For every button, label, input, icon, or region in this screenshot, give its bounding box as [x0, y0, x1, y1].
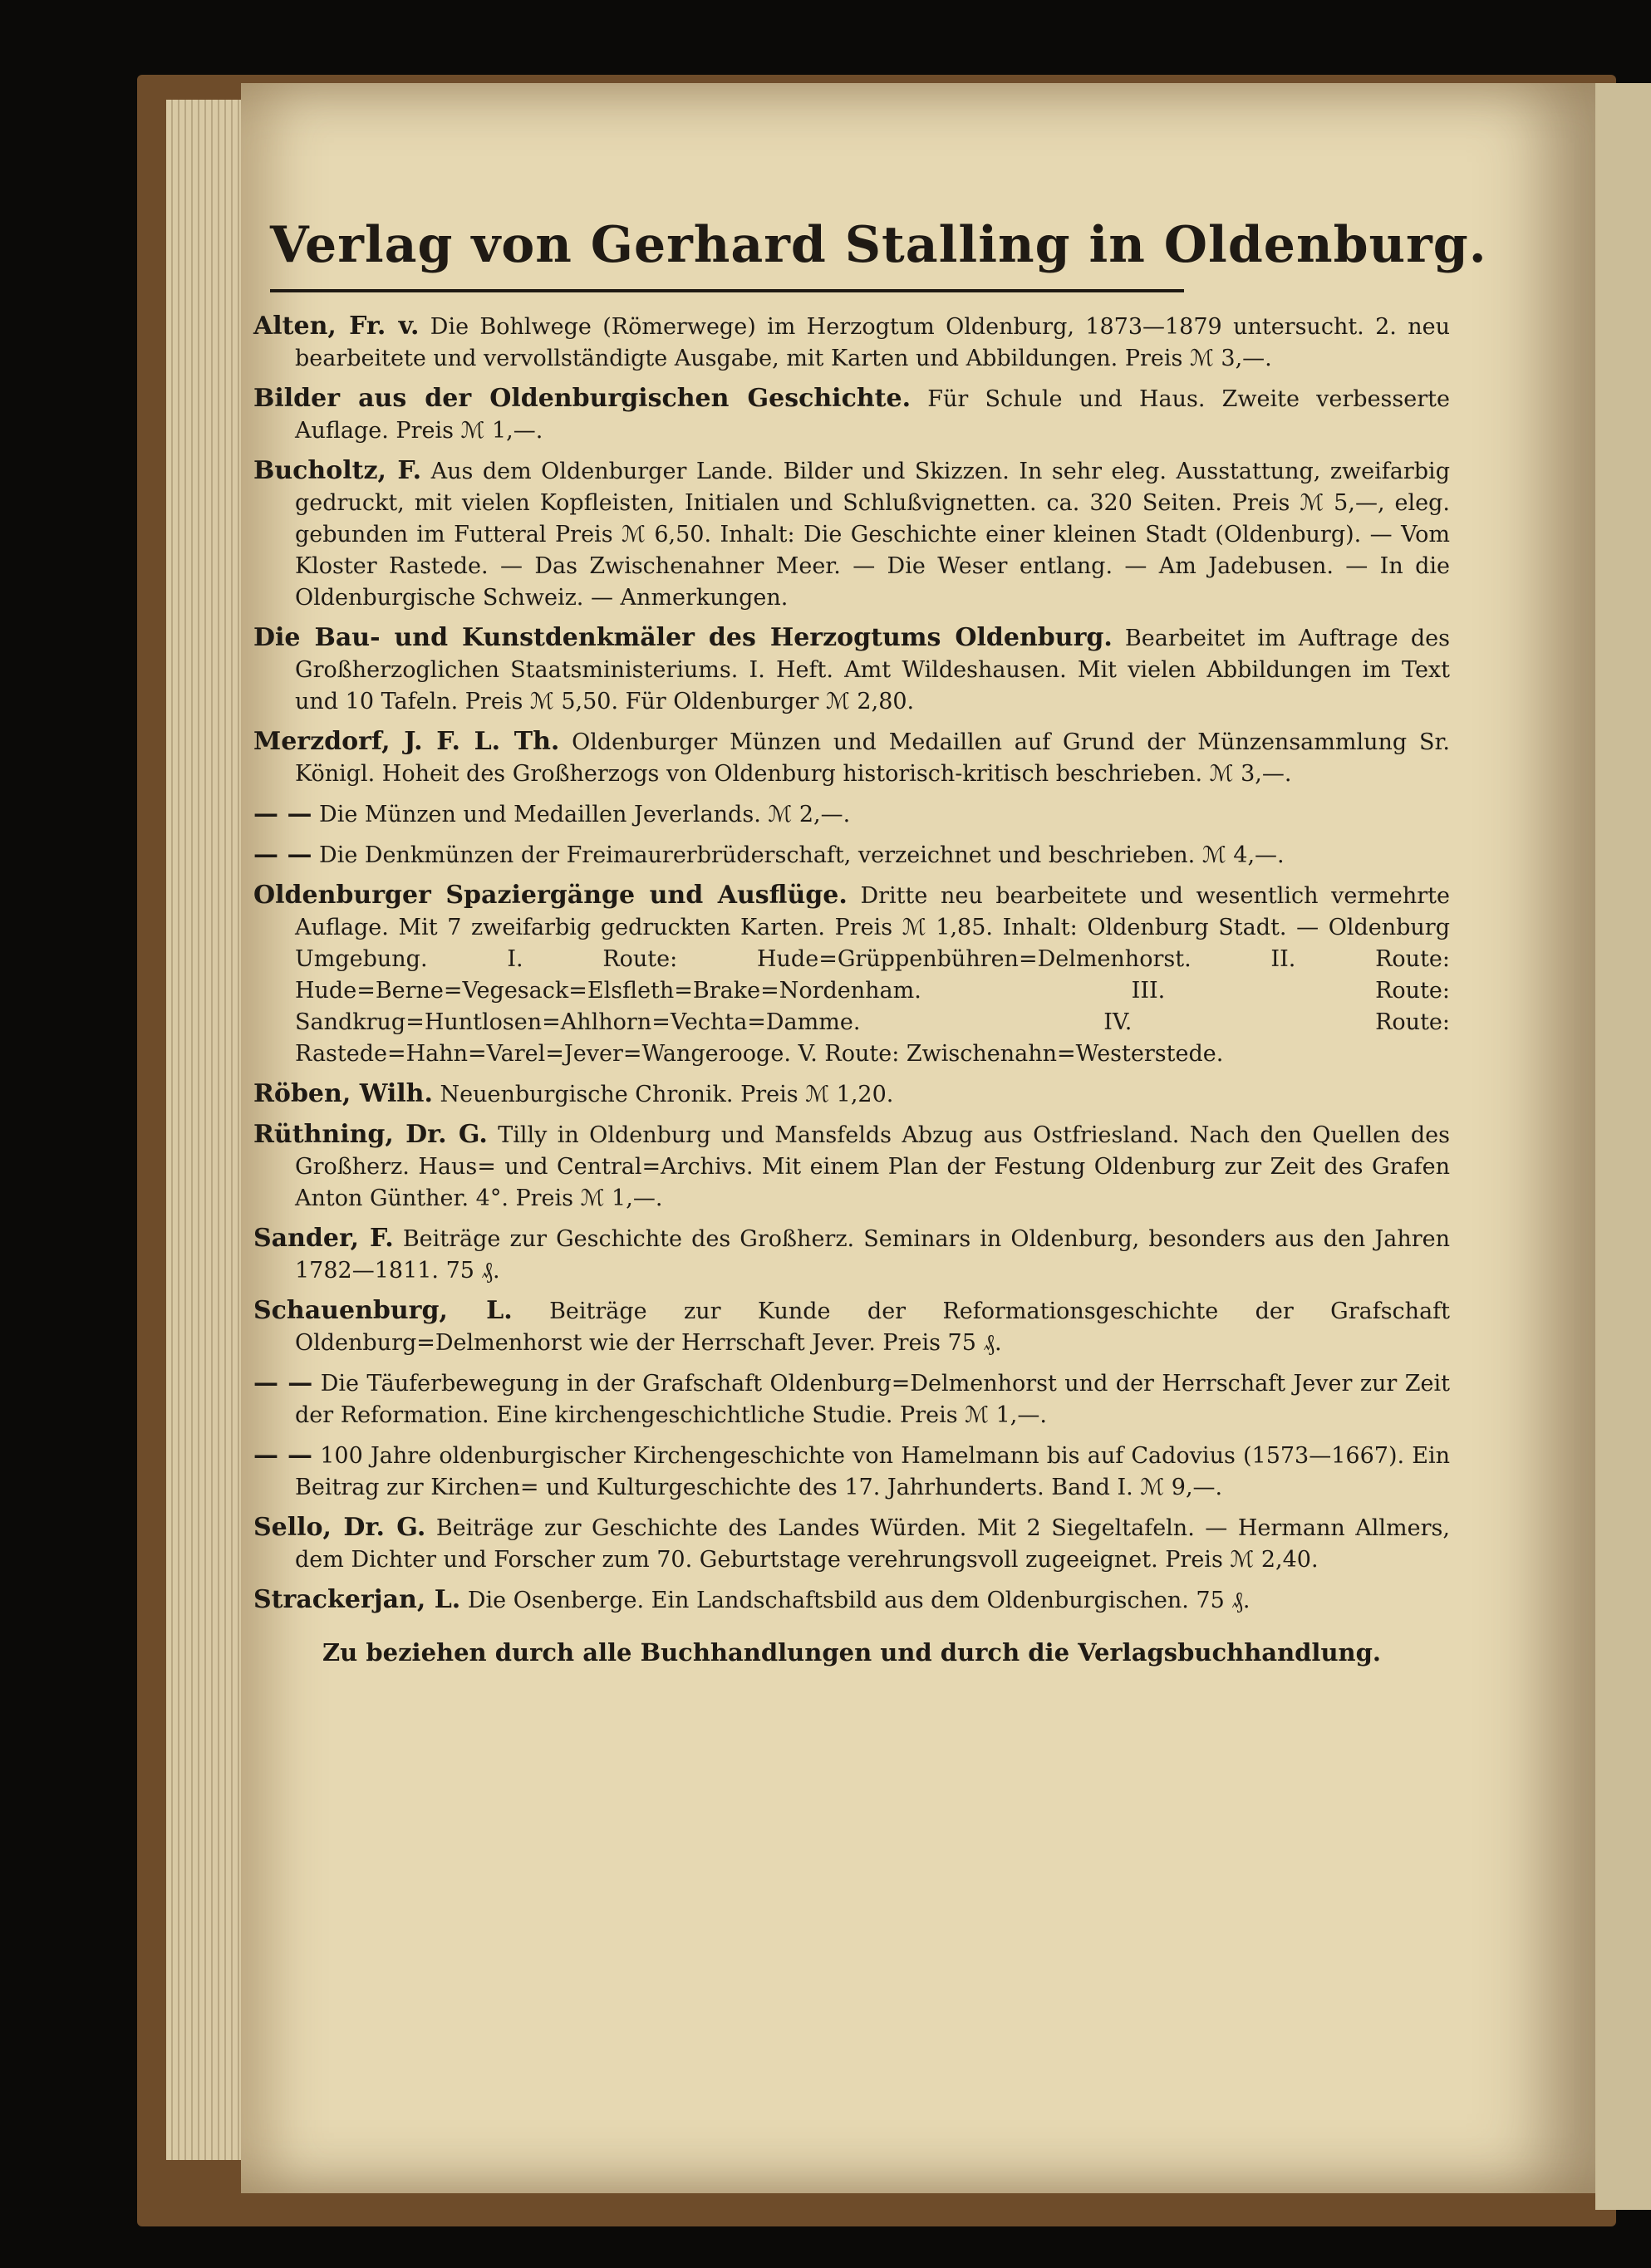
catalog-entry: [253, 880, 1450, 1070]
entry-text: Oldenburger Münzen und Medaillen auf Grund der Münzensammlung Sr. Königl. Hoheit des Großherzogs von Oldenburg historisch-kritisch beschrieben. ℳ 3,—.: [295, 729, 1450, 787]
entry-text: Die Täuferbewegung in der Grafschaft Oldenburg=Delmenhorst und der Herrschaft Jever zur Zeit der Reformation. Eine kirchengeschichtliche Studie. Preis ℳ 1,—.: [295, 1371, 1450, 1428]
entry-list: [253, 311, 1450, 1617]
catalog-entry: [253, 455, 1450, 614]
catalog-entry: [253, 1512, 1450, 1576]
entry-author: Sello, Dr. G.: [253, 1513, 426, 1542]
page-title: Verlag von Gerhard Stalling in Oldenburg.: [270, 216, 1184, 292]
catalog-entry: [253, 798, 1450, 831]
catalog-entry: [253, 622, 1450, 718]
catalog-entry: [253, 1295, 1450, 1359]
entry-author: — —: [253, 799, 312, 828]
footer-note: Zu beziehen durch alle Buchhandlungen und durch die Verlagsbuchhandlung.: [322, 1638, 1381, 1667]
entry-author: Sander, F.: [253, 1224, 394, 1253]
catalog-entry: [253, 839, 1450, 871]
entry-author: — —: [253, 1441, 313, 1470]
entry-author: Oldenburger Spaziergänge und Ausflüge.: [253, 881, 848, 910]
catalog-entry: [253, 1223, 1450, 1287]
catalog-entry: [253, 1584, 1450, 1617]
entry-author: — —: [253, 1368, 313, 1397]
entry-text: Die Bohlwege (Römerwege) im Herzogtum Oldenburg, 1873—1879 untersucht. 2. neu bearbeitete und vervollständigte Ausgabe, mit Karten und Abbildungen. Preis ℳ 3,—.: [295, 314, 1450, 371]
entry-author: Bilder aus der Oldenburgischen Geschichte.: [253, 384, 911, 413]
catalog-entry: [253, 1367, 1450, 1431]
entry-text: Tilly in Oldenburg und Mansfelds Abzug aus Ostfriesland. Nach den Quellen des Großherz. Haus= und Central=Archivs. Mit einem Plan der Festung Oldenburg zur Zeit des Grafen Anton Günther. 4°. Preis ℳ 1,—.: [295, 1122, 1451, 1211]
entry-author: Schauenburg, L.: [253, 1296, 513, 1325]
entry-text: Bearbeitet im Auftrage des Großherzoglichen Staatsministeriums. I. Heft. Amt Wildeshausen. Mit vielen Abbildungen im Text und 10 Tafeln. Preis ℳ 5,50. Für Oldenburger ℳ 2,80.: [295, 626, 1450, 714]
entry-text: Für Schule und Haus. Zweite verbesserte Auflage. Preis ℳ 1,—.: [295, 386, 1450, 444]
entry-author: Röben, Wilh.: [253, 1079, 433, 1108]
entry-text: Beiträge zur Kunde der Reformationsgeschichte der Grafschaft Oldenburg=Delmenhorst wie der Herrschaft Jever. Preis 75 ₰.: [295, 1298, 1451, 1356]
catalog-entry: [253, 726, 1450, 790]
entry-author: Die Bau- und Kunstdenkmäler des Herzogtums Oldenburg.: [253, 623, 1113, 652]
catalog-entry: [253, 1440, 1450, 1504]
entry-author: Strackerjan, L.: [253, 1585, 461, 1614]
entry-text: Neuenburgische Chronik. Preis ℳ 1,20.: [440, 1082, 894, 1107]
entry-text: Die Denkmünzen der Freimaurerbrüderschaft, verzeichnet und beschrieben. ℳ 4,—.: [319, 842, 1285, 868]
entry-text: 100 Jahre oldenburgischer Kirchengeschichte von Hamelmann bis auf Cadovius (1573—1667). Ein Beitrag zur Kirchen= und Kulturgeschichte des 17. Jahrhunderts. Band I. ℳ 9,—.: [295, 1443, 1450, 1500]
catalog-entry: [253, 311, 1450, 375]
entry-text: Die Osenberge. Ein Landschaftsbild aus dem Oldenburgischen. 75 ₰.: [467, 1588, 1251, 1613]
catalog-entry: [253, 383, 1450, 447]
entry-text: Die Münzen und Medaillen Jeverlands. ℳ 2,—.: [319, 802, 851, 827]
page-content: [253, 216, 1487, 1667]
catalog-entry: [253, 1119, 1450, 1215]
entry-text: Dritte neu bearbeitete und wesentlich vermehrte Auflage. Mit 7 zweifarbig gedruckten Karten. Preis ℳ 1,85. Inhalt: Oldenburg Stadt. — Oldenburg Umgebung. I. Route: Hude=Grüppenbühren=Delmenhorst. II. Route: Hude=Berne=Vegesack=Elsfleth=Brake=Nordenham. III. Route: Sandkrug=Huntlosen=Ahlhorn=Vechta=Damme. IV. Route: Rastede=Hahn=Varel=Jever=Wangerooge. V. Route: Zwischenahn=Westerstede.: [295, 883, 1450, 1067]
facing-page-edge: [1595, 83, 1651, 2210]
entry-text: Beiträge zur Geschichte des Landes Würden. Mit 2 Siegeltafeln. — Hermann Allmers, dem Dichter und Forscher zum 70. Geburtstage verehrungsvoll zugeeignet. Preis ℳ 2,40.: [295, 1515, 1450, 1573]
entry-author: Rüthning, Dr. G.: [253, 1120, 488, 1149]
entry-text: Aus dem Oldenburger Lande. Bilder und Skizzen. In sehr eleg. Ausstattung, zweifarbig gedruckt, mit vielen Kopfleisten, Initialen und Schlußvignetten. ca. 320 Seiten. Preis ℳ 5,—, eleg. gebunden im Futteral Preis ℳ 6,50. Inhalt: Die Geschichte einer kleinen Stadt (Oldenburg). — Vom Kloster Rastede. — Das Zwischenahner Meer. — Die Weser entlang. — Am Jadebusen. — In die Oldenburgische Schweiz. — Anmerkungen.: [295, 459, 1450, 611]
entry-text: Beiträge zur Geschichte des Großherz. Seminars in Oldenburg, besonders aus den Jahren 1782—1811. 75 ₰.: [295, 1226, 1450, 1284]
catalog-entry: [253, 1078, 1450, 1111]
entry-author: Bucholtz, F.: [253, 456, 422, 485]
entry-author: — —: [253, 840, 312, 869]
entry-author: Merzdorf, J. F. L. Th.: [253, 727, 560, 756]
entry-author: Alten, Fr. v.: [253, 312, 420, 341]
